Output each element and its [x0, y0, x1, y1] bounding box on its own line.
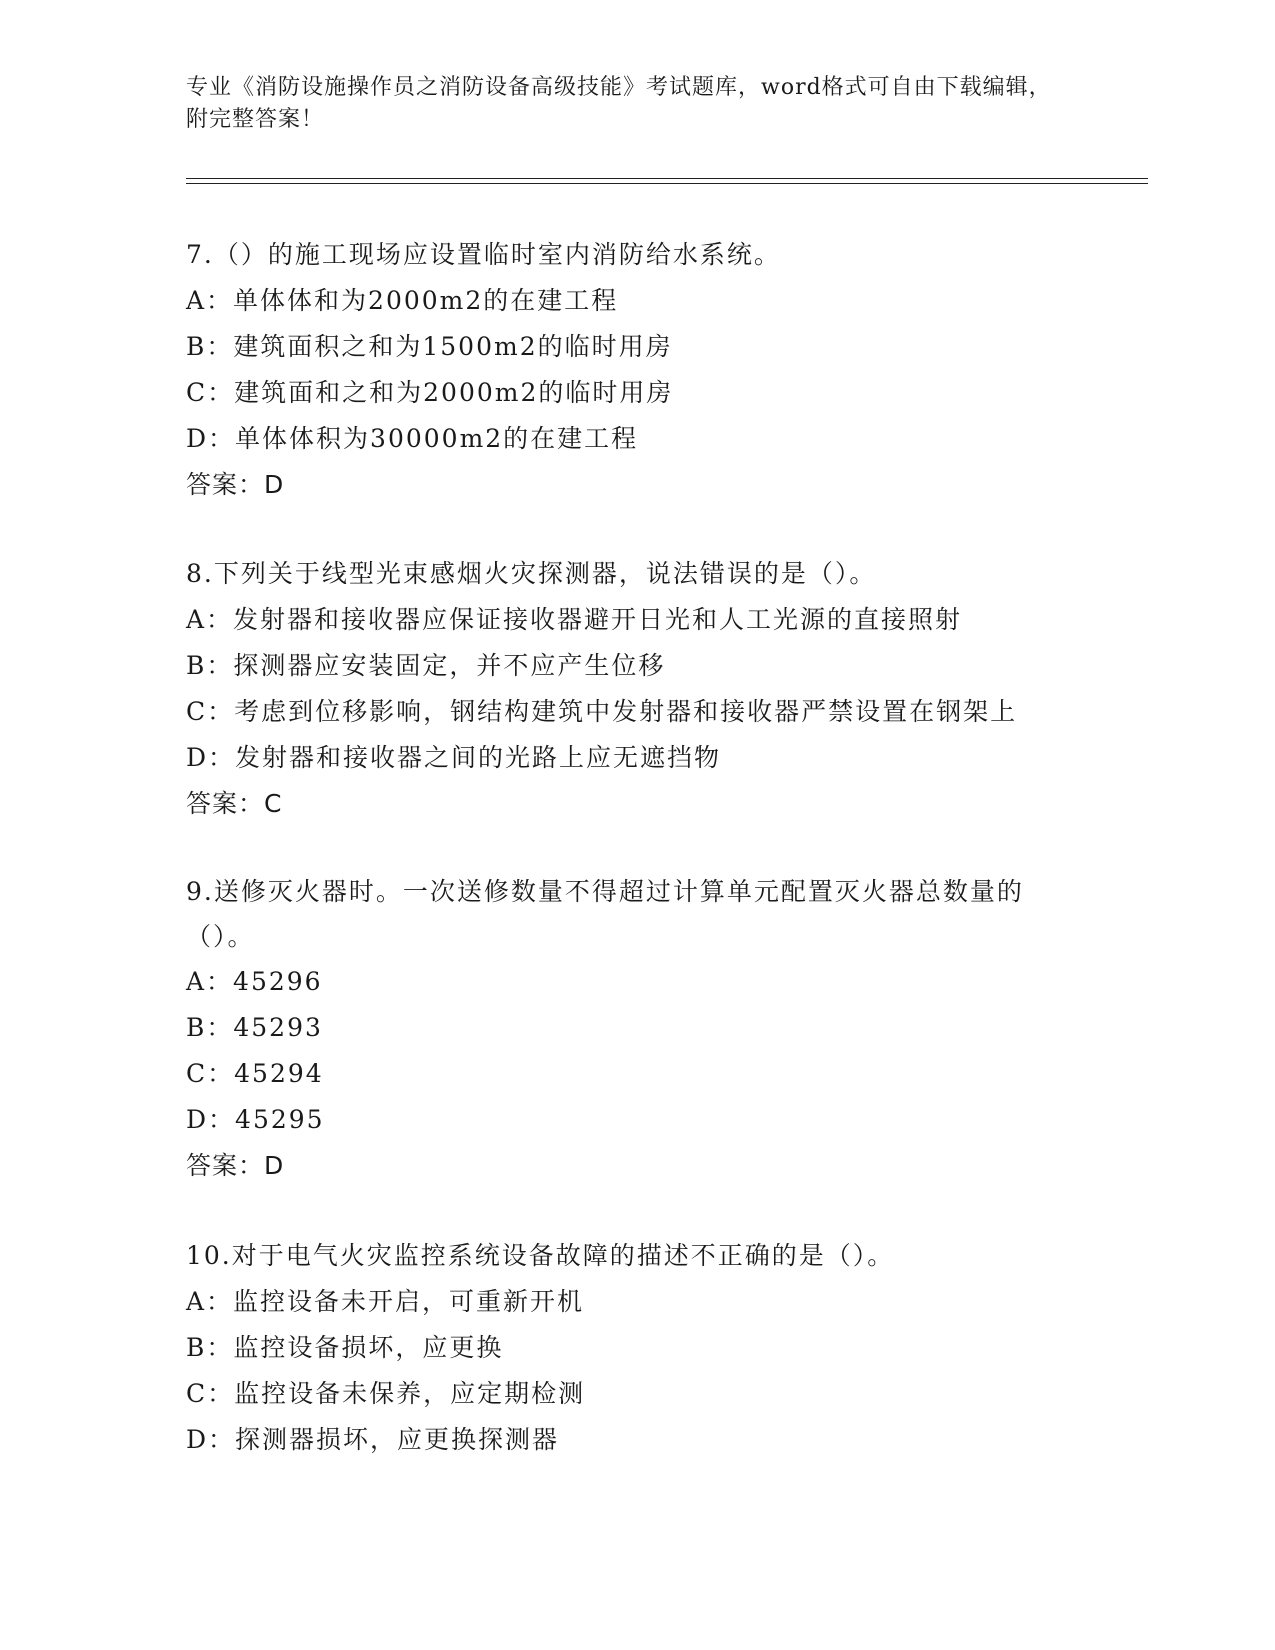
header-divider-top	[186, 178, 1148, 179]
option-b: B：45293	[186, 1013, 323, 1042]
option-a: A：监控设备未开启，可重新开机	[186, 1287, 585, 1316]
answer-line: 答案：D	[186, 470, 285, 499]
question-stem: 10.对于电气火灾监控系统设备故障的描述不正确的是（）。	[186, 1241, 895, 1270]
question-stem: 9.送修灭火器时。一次送修数量不得超过计算单元配置灭火器总数量的（）。	[186, 877, 1024, 951]
option-b: B：监控设备损坏，应更换	[186, 1333, 504, 1362]
question-7	[186, 232, 1066, 508]
option-c: C：监控设备未保养，应定期检测	[186, 1379, 586, 1408]
header-divider-bottom	[186, 183, 1148, 184]
question-10	[186, 1233, 1066, 1463]
option-c: C：考虑到位移影响，钢结构建筑中发射器和接收器严禁设置在钢架上	[186, 697, 1018, 726]
question-8	[186, 551, 1066, 827]
option-a: A：单体体和为2000m2的在建工程	[186, 286, 619, 315]
option-a: A：45296	[186, 967, 323, 996]
option-c: C：建筑面和之和为2000m2的临时用房	[186, 378, 674, 407]
option-d: D：45295	[186, 1105, 325, 1134]
option-c: C：45294	[186, 1059, 324, 1088]
option-d: D：探测器损坏，应更换探测器	[186, 1425, 560, 1454]
option-b: B：建筑面积之和为1500m2的临时用房	[186, 332, 673, 361]
option-b: B：探测器应安装固定，并不应产生位移	[186, 651, 666, 680]
option-d: D：发射器和接收器之间的光路上应无遮挡物	[186, 743, 722, 772]
answer-line: 答案：C	[186, 789, 283, 818]
option-d: D：单体体积为30000m2的在建工程	[186, 424, 639, 453]
question-9	[186, 869, 1066, 1189]
option-a: A：发射器和接收器应保证接收器避开日光和人工光源的直接照射	[186, 605, 963, 634]
document-intro: 专业《消防设施操作员之消防设备高级技能》考试题库，word格式可自由下载编辑，附完整答案！	[186, 75, 1052, 132]
answer-line: 答案：D	[186, 1151, 285, 1180]
question-stem: 8.下列关于线型光束感烟火灾探测器，说法错误的是（）。	[186, 559, 877, 588]
question-stem: 7.（）的施工现场应设置临时室内消防给水系统。	[186, 240, 781, 269]
